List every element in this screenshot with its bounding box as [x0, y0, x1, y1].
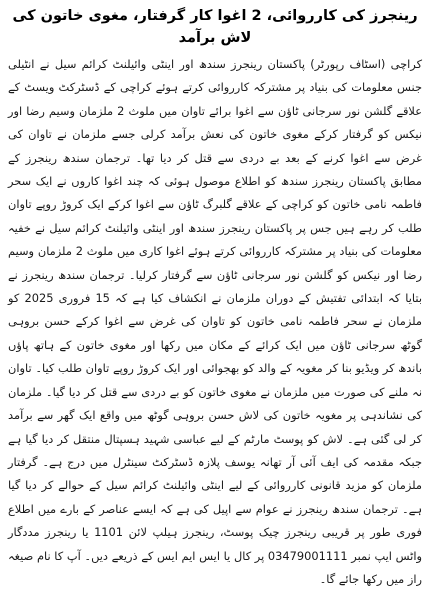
article-headline: رینجرز کی کارروائی، 2 اغوا کار گرفتار، مغوی خاتون کی لاش برآمد [12, 8, 418, 46]
article-body: کراچی (اسٹاف رپورٹر) پاکستان رینجرز سندھ اور اینٹی وائیلنٹ کرائم سیل نے انٹیلی جنس معلومات کی بنیاد پر مشترکہ کارروائی کرتے ہوئے کراچی کے ڈسٹرکٹ ویسٹ کے علاقے گلشن نور سرجانی ٹاؤن سے اغوا برائے تاوان میں ملوث 2 ملزمان وسیم رضا اور نیکس کو گرفتار کرکے مغوی خاتون کی نعش برآمد کرلی جسے ملزمان نے تاوان کی غرض سے اغوا کرنے کے بعد بے دردی سے قتل کر دیا تھا۔ ترجمان سندھ رینجرز کے مطابق پاکستان رینجرز سندھ کو اطلاع موصول ہوئی کہ چند اغوا کاروں نے ایک سحر فاطمہ نامی خاتون کو کراچی کے علاقے گلبرگ ٹاؤن سے اغوا کرکے ایک کروڑ روپے تاوان طلب کر رہے ہیں جس پر پاکستان رینجرز سندھ اور اینٹی وائیلنٹ کرائم سیل نے خفیہ معلومات کی بنیاد پر مشترکہ کارروائی کرتے ہوئے اغوا کاری میں ملوث 2 ملزمان وسیم رضا اور نیکس کو گلشن نور سرجانی ٹاؤن سے گرفتار کرلیا۔ ترجمان سندھ رینجرز نے بتایا کہ ابتدائی تفتیش کے دوران ملزمان نے انکشاف کیا ہے کہ 15 فروری 2025 کو ملزمان نے سحر فاطمہ نامی خاتون کو تاوان کی غرض سے اغوا کرکے حسن بروہی گوٹھ سرجانی ٹاؤن میں ایک کرائے کے مکان میں رکھا اور مغوی خاتون کے ہاتھ پاؤں باندھ کر ویڈیو بنا کر مغویہ کے والد کو بھجوائی اور ایک کروڑ روپے تاوان طلب کیا۔ تاوان نہ ملنے کی صورت میں ملزمان نے مغوی خاتون کو بے دردی سے قتل کر دیا گیا۔ ملزمان کی نشاندہی پر مغویہ خاتون کی لاش حسن بروہی گوٹھ میں واقع ایک گھر سے برآمد کر لی گئی ہے۔ لاش کو پوسٹ مارٹم کے لیے عباسی شہید ہسپتال منتقل کر دیا گیا ہے جبکہ مقدمہ کی ایف آئی آر تھانہ یوسف پلازہ ڈسٹرکٹ سینٹرل میں درج ہے۔ گرفتار ملزمان کو مزید قانونی کارروائی کے لیے اینٹی وائیلنٹ کرائم سیل کے حوالے کر دیا گیا ہے۔ ترجمان سندھ رینجرز نے عوام سے اپیل کی ہے کہ ایسے عناصر کے بارے میں اطلاع فوری طور پر قریبی رینجرز چیک پوسٹ، رینجرز ہیلپ لائن 1101 یا رینجرز مددگار واٹس ایپ نمبر 03479001111 پر کال یا ایس ایم ایس کے ذریعے دیں۔ آپ کا نام صیغہ راز میں رکھا جائے گا۔ [8, 57, 423, 586]
